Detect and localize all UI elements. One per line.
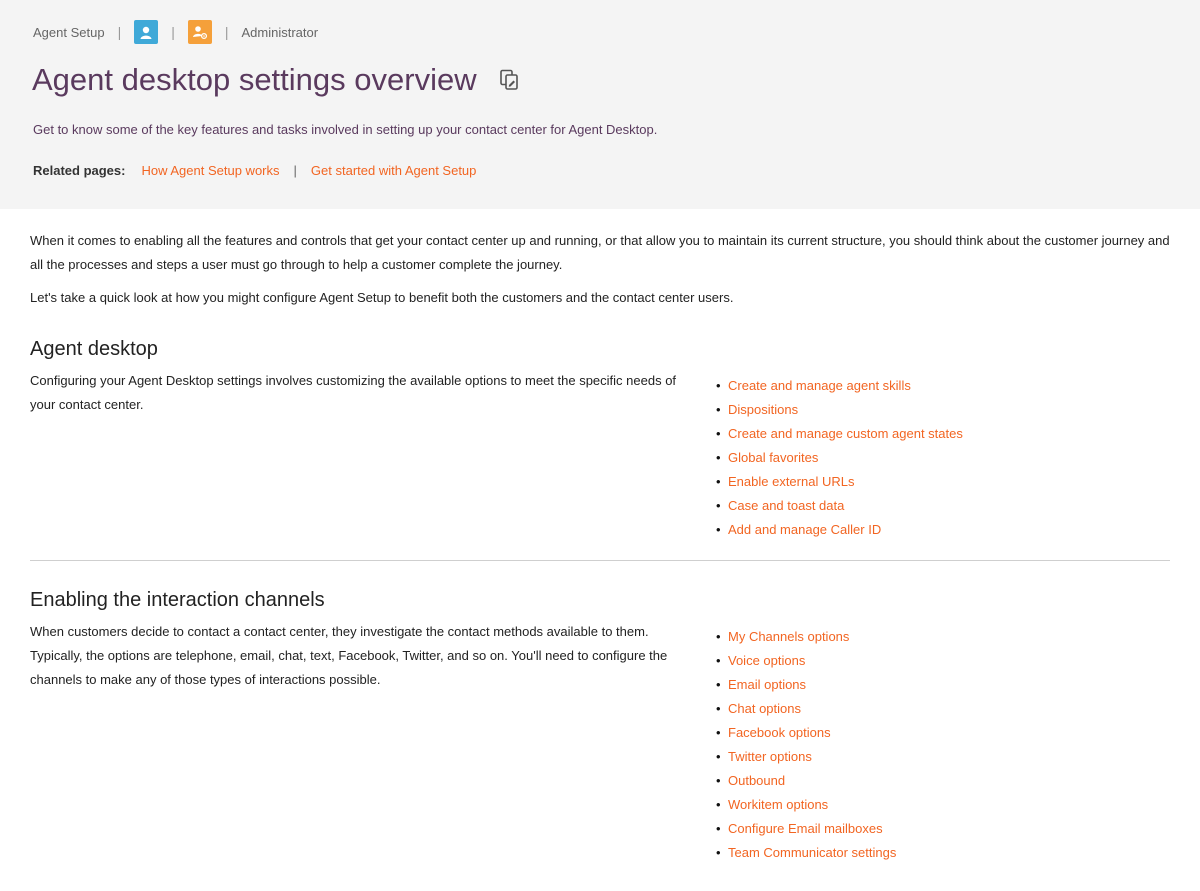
list-item — [728, 793, 896, 817]
link-team-communicator[interactable]: Team Communicator settings — [728, 845, 897, 860]
link-email-options[interactable]: Email options — [728, 677, 807, 692]
section-description: Configuring your Agent Desktop settings involves customizing the available options to meet the specific needs of your contact center. — [30, 373, 677, 412]
section-interaction-channels — [30, 589, 1170, 869]
link-voice-options[interactable]: Voice options — [728, 653, 806, 668]
breadcrumb-separator: | — [224, 24, 229, 40]
link-external-urls[interactable]: Enable external URLs — [728, 474, 855, 489]
list-item — [728, 697, 896, 721]
section-divider — [30, 560, 1170, 561]
section-title: Enabling the interaction channels — [30, 589, 325, 611]
agent-user-icon — [134, 20, 158, 44]
list-item — [728, 649, 896, 673]
list-item — [728, 446, 963, 470]
list-item — [728, 817, 896, 841]
link-workitem-options[interactable]: Workitem options — [728, 797, 829, 812]
breadcrumb-separator: | — [117, 24, 122, 40]
list-item — [728, 518, 963, 542]
copy-link-icon[interactable] — [499, 69, 519, 91]
section-link-list — [728, 625, 896, 865]
breadcrumb — [33, 20, 318, 44]
list-item — [728, 769, 896, 793]
link-case-toast-data[interactable]: Case and toast data — [728, 498, 845, 513]
breadcrumb-root[interactable]: Agent Setup — [33, 24, 105, 40]
link-caller-id[interactable]: Add and manage Caller ID — [728, 522, 882, 537]
related-link-how-agent-setup-works[interactable]: How Agent Setup works — [141, 163, 280, 178]
intro-paragraph: When it comes to enabling all the features and controls that get your contact center up and running, or that allow you to maintain its current structure, you should think about the customer journey and all the processes and steps a user must go through to help a customer complete the journey. — [30, 233, 1170, 272]
intro — [30, 229, 1170, 310]
link-email-mailboxes[interactable]: Configure Email mailboxes — [728, 821, 883, 836]
list-item — [728, 422, 963, 446]
breadcrumb-separator: | — [171, 24, 175, 40]
list-item — [728, 745, 896, 769]
link-agent-skills[interactable]: Create and manage agent skills — [728, 378, 911, 393]
link-global-favorites[interactable]: Global favorites — [728, 450, 819, 465]
link-custom-agent-states[interactable]: Create and manage custom agent states — [728, 426, 963, 441]
link-facebook-options[interactable]: Facebook options — [728, 725, 831, 740]
list-item — [728, 494, 963, 518]
list-item — [728, 374, 963, 398]
section-agent-desktop — [30, 338, 1170, 540]
list-item — [728, 673, 896, 697]
related-pages-label: Related pages: — [33, 163, 126, 178]
related-pages — [33, 163, 476, 178]
related-link-get-started[interactable]: Get started with Agent Setup — [310, 163, 477, 178]
main-content — [0, 209, 1200, 869]
page-title-text: Agent desktop settings overview — [32, 62, 477, 97]
breadcrumb-role: Administrator — [241, 24, 319, 40]
section-title: Agent desktop — [30, 338, 158, 360]
section-link-list — [728, 374, 963, 542]
related-divider: | — [293, 163, 297, 178]
link-outbound[interactable]: Outbound — [728, 773, 786, 788]
supervisor-settings-icon — [188, 20, 212, 44]
list-item — [728, 721, 896, 745]
intro-paragraph: Let's take a quick look at how you might configure Agent Setup to benefit both the customers and the contact center users. — [30, 290, 734, 305]
list-item — [728, 470, 963, 494]
page-title — [32, 62, 519, 98]
list-item — [728, 398, 963, 422]
list-item — [728, 625, 896, 649]
link-dispositions[interactable]: Dispositions — [728, 402, 799, 417]
link-my-channels[interactable]: My Channels options — [728, 629, 850, 644]
link-chat-options[interactable]: Chat options — [728, 701, 801, 716]
page-subtitle: Get to know some of the key features and tasks involved in setting up your contact center for Agent Desktop. — [33, 122, 658, 137]
section-description: When customers decide to contact a contact center, they investigate the contact methods available to them. Typically, the options are telephone, email, chat, text, Facebook, Twitter, and so on. You'll need to configure the channels to make any of those types of interactions possible. — [30, 624, 668, 687]
list-item — [728, 841, 896, 865]
link-twitter-options[interactable]: Twitter options — [728, 749, 812, 764]
page-header — [0, 0, 1200, 209]
